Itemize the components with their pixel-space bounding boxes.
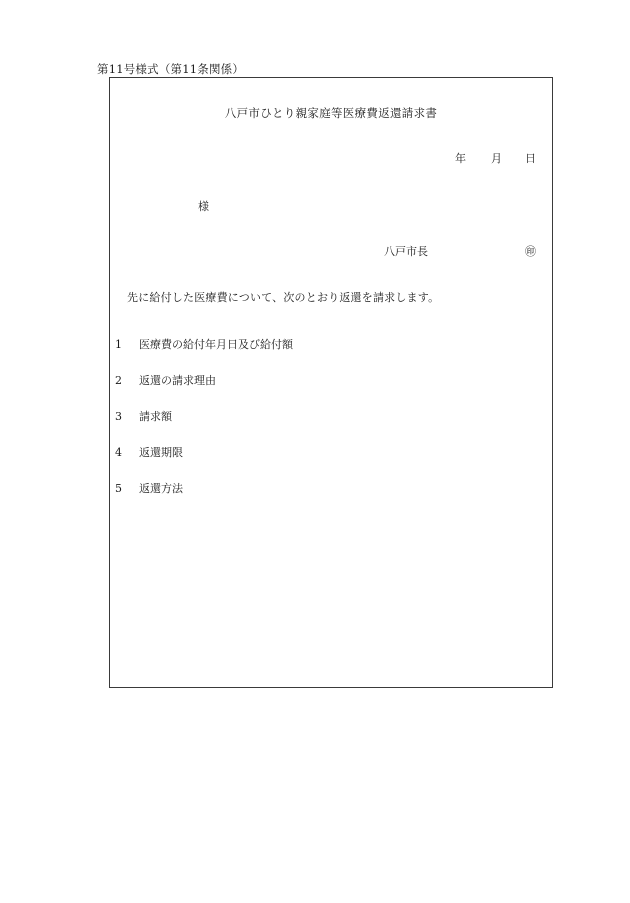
request-statement: 先に給付した医療費について、次のとおり返還を請求します。 bbox=[127, 291, 440, 304]
item-number: 2 bbox=[115, 374, 122, 387]
list-item bbox=[115, 373, 293, 409]
date-month-label: 月 bbox=[491, 152, 502, 165]
item-label: 返還方法 bbox=[139, 482, 183, 495]
item-number: 3 bbox=[115, 410, 122, 423]
date-day-label: 日 bbox=[525, 152, 536, 165]
list-item bbox=[115, 337, 293, 373]
seal-mark: ㊞ bbox=[525, 245, 536, 258]
list-item bbox=[115, 409, 293, 445]
item-number: 5 bbox=[115, 482, 122, 495]
addressee-suffix: 様 bbox=[198, 200, 209, 213]
item-label: 返還の請求理由 bbox=[139, 374, 216, 387]
item-number: 4 bbox=[115, 446, 122, 459]
date-year-label: 年 bbox=[455, 152, 466, 165]
item-number: 1 bbox=[115, 338, 122, 351]
form-number-label: 第11号様式（第11条関係） bbox=[97, 62, 245, 76]
list-item bbox=[115, 445, 293, 481]
list-item bbox=[115, 481, 293, 517]
issuer-name: 八戸市長 bbox=[384, 245, 428, 258]
item-list bbox=[115, 337, 293, 517]
document-title: 八戸市ひとり親家庭等医療費返還請求書 bbox=[224, 106, 438, 120]
item-label: 返還期限 bbox=[139, 446, 183, 459]
form-box bbox=[109, 77, 553, 688]
item-label: 医療費の給付年月日及び給付額 bbox=[139, 338, 293, 351]
item-label: 請求額 bbox=[139, 410, 172, 423]
